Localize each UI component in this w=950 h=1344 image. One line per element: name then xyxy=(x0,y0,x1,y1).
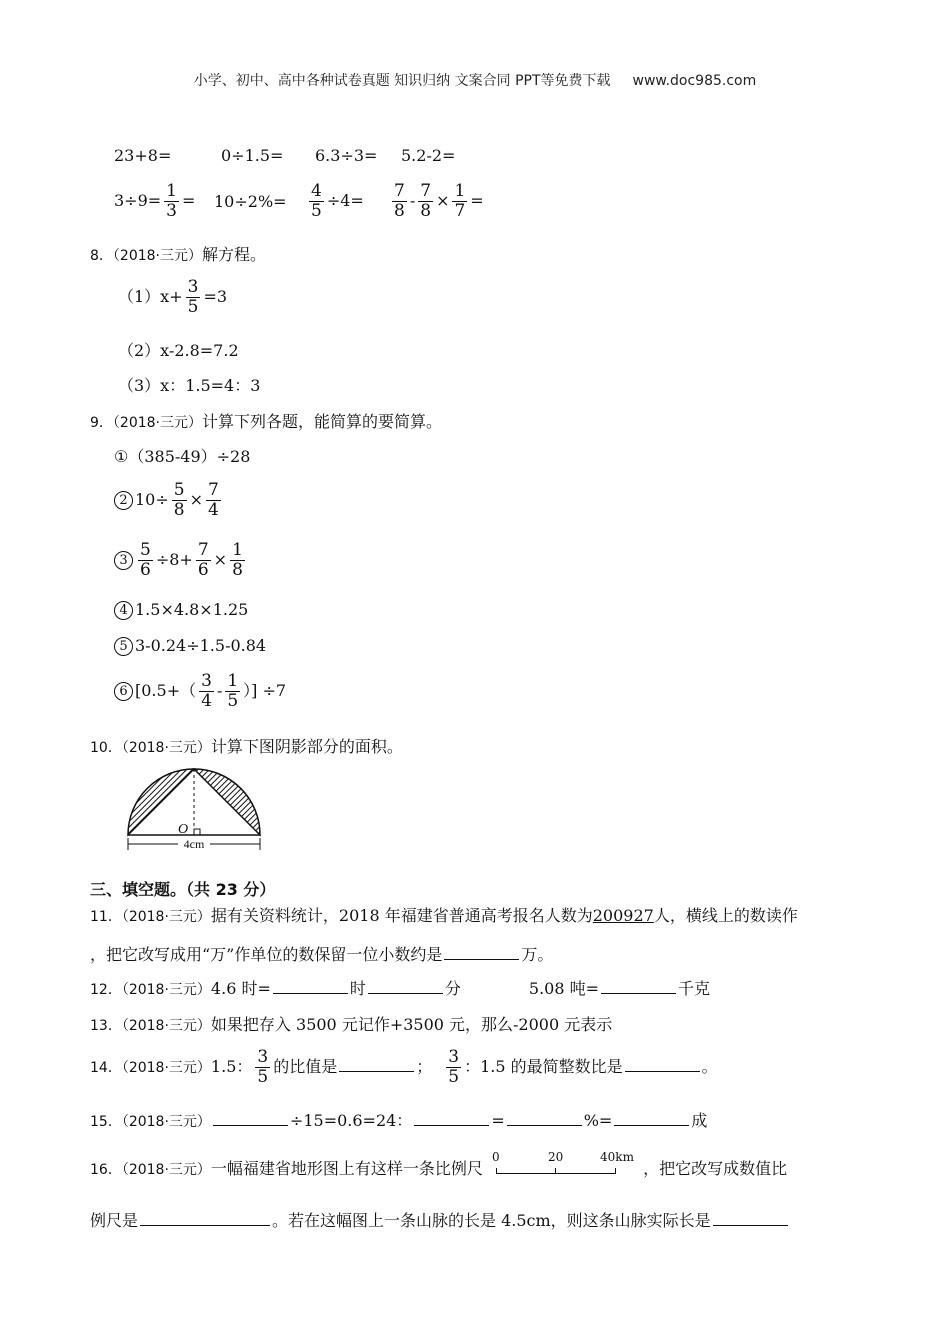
answer-blank[interactable] xyxy=(339,1057,414,1072)
question-11-line2: ，把它改写成用“万”作单位的数保留一位小数约是 万。 xyxy=(90,945,554,964)
calc-item-1: ①（385-49）÷28 xyxy=(114,447,251,466)
section-3-title: 三、填空题。（共 23 分） xyxy=(90,880,276,899)
fraction: $\frac{7}{4}$ xyxy=(208,480,219,520)
answer-blank[interactable] xyxy=(713,1211,788,1226)
right-angle-mark xyxy=(194,829,200,835)
answer-blank[interactable] xyxy=(213,1111,288,1126)
question-14: 14．（2018·三元）1.5： $\frac{3}{5}$ 的比值是 ； $\frac{3}{5}$ ：1.5 的最简整数比是 。 xyxy=(90,1047,718,1087)
fraction: $\frac{4}{5}$ xyxy=(311,181,322,221)
answer-blank[interactable] xyxy=(444,945,519,960)
answer-blank[interactable] xyxy=(140,1211,270,1226)
question-11-line1: 11．（2018·三元）据有关资料统计，2018 年福建省普通高考报名人数为200927人，横线上的数读作 xyxy=(90,906,798,925)
question-15: 15．（2018·三元） ÷15=0.6=24： = %= 成 xyxy=(90,1111,708,1130)
calc-item: 6.3÷3= xyxy=(315,146,378,165)
fraction: $\frac{7}{8}$ xyxy=(420,181,432,221)
calc-item: 10÷2%= xyxy=(214,192,287,211)
question-16-line1: 16．（2018·三元）一幅福建省地形图上有这样一条比例尺 0 20 40km ，把它改写成数值比 xyxy=(90,1156,787,1182)
fraction: $\frac{1}{8}$ xyxy=(232,540,243,580)
fraction: $\frac{1}{3}$ xyxy=(166,181,177,221)
question-8-title: 8．（2018·三元）解方程。 xyxy=(90,245,267,264)
fraction: $\frac{3}{5}$ xyxy=(257,1047,269,1087)
dimension-label: 4cm xyxy=(183,837,205,851)
calc-item-3: 3 $\frac{5}{6}$ ÷8+ $\frac{7}{6}$ × $\frac{1}{8}$ xyxy=(114,541,248,580)
answer-blank[interactable] xyxy=(601,979,676,994)
answer-blank[interactable] xyxy=(273,979,348,994)
fraction: $\frac{1}{7}$ xyxy=(454,181,466,221)
calc-item: 0÷1.5= xyxy=(221,146,284,165)
calc-item-2: 2 10÷ $\frac{5}{8}$ × $\frac{7}{4}$ xyxy=(114,481,224,520)
calc-item-6: 6 [0.5+（ $\frac{3}{4}$ - $\frac{1}{5}$ ）] ÷7 xyxy=(114,672,286,711)
fraction: $\frac{7}{6}$ xyxy=(197,540,209,580)
fraction: $\frac{1}{5}$ xyxy=(227,671,239,711)
calc-item-5: 5 3-0.24÷1.5-0.84 xyxy=(114,636,266,656)
question-16-line2: 例尺是 。若在这幅图上一条山脉的长是 4.5cm，则这条山脉实际长是 xyxy=(90,1208,790,1231)
fraction: $\frac{3}{4}$ xyxy=(201,671,212,711)
equation-1: （1）x+ $\frac{3}{5}$ =3 xyxy=(118,277,228,317)
fraction: $\frac{3}{5}$ xyxy=(448,1047,460,1087)
answer-blank[interactable] xyxy=(625,1057,700,1072)
header-url[interactable]: www.doc985.com xyxy=(632,73,757,89)
question-9-title: 9．（2018·三元）计算下列各题，能简算的要简算。 xyxy=(90,412,443,431)
calc-item: 3÷9= $\frac{1}{3}$ = xyxy=(114,181,196,221)
calc-item: 23+8= xyxy=(114,146,172,165)
fraction: $\frac{3}{5}$ xyxy=(187,277,199,317)
shaded-right-segment xyxy=(194,769,260,835)
semicircle-figure xyxy=(120,762,270,854)
calc-item: $\frac{7}{8}$ - $\frac{7}{8}$ × $\frac{1}{7}$ = xyxy=(394,181,484,221)
answer-blank[interactable] xyxy=(368,979,443,994)
answer-blank[interactable] xyxy=(414,1111,489,1126)
center-label: O xyxy=(178,822,189,837)
fraction: $\frac{5}{8}$ xyxy=(173,480,185,520)
calc-item: 5.2-2= xyxy=(401,146,456,165)
question-10-title: 10．（2018·三元）计算下图阴影部分的面积。 xyxy=(90,737,403,756)
answer-blank[interactable] xyxy=(614,1111,689,1126)
calc-item: $\frac{4}{5}$ ÷4= xyxy=(311,181,364,221)
fraction: $\frac{5}{6}$ xyxy=(140,540,151,580)
equation-2: （2）x-2.8=7.2 xyxy=(118,341,239,360)
calc-item-4: 4 1.5×4.8×1.25 xyxy=(114,600,248,620)
fraction: $\frac{7}{8}$ xyxy=(394,181,405,221)
header-text: 小学、初中、高中各种试卷真题 知识归纳 文案合同 PPT等免费下载 xyxy=(193,73,611,89)
answer-blank[interactable] xyxy=(507,1111,582,1126)
page-header xyxy=(0,70,950,90)
equation-3: （3）x：1.5=4：3 xyxy=(118,376,261,395)
question-12: 12．（2018·三元）4.6 时= 时 分 5.08 吨= 千克 xyxy=(90,979,711,998)
scale-bar: 0 20 40km xyxy=(488,1158,638,1182)
question-13: 13．（2018·三元）如果把存入 3500 元记作+3500 元，那么-2000 元表示 xyxy=(90,1015,613,1034)
